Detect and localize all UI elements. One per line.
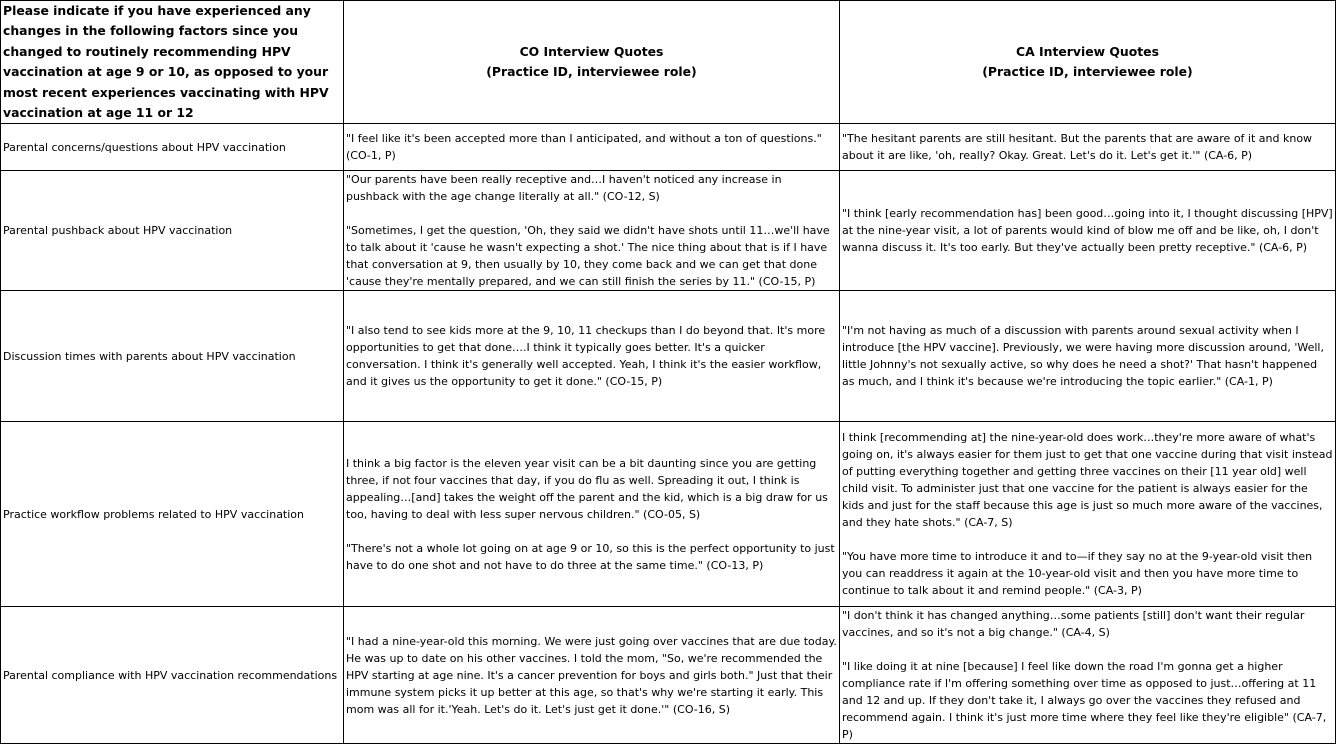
ca-quote-cell xyxy=(840,124,1336,171)
ca-quote-cell xyxy=(840,422,1336,607)
ca-quote: "The hesitant parents are still hesitant. But the parents that are aware of it and know about it are like, 'oh, really? Okay. Great. Let's do it. Let's get it.'" (CA-6, P) xyxy=(842,132,1316,163)
co-quote: "I feel like it's been accepted more than I anticipated, and without a ton of questions." (CO-1, P) xyxy=(346,132,826,163)
co-quote-cell xyxy=(344,607,840,744)
factor-cell: Parental compliance with HPV vaccination recommendations xyxy=(1,607,344,744)
table-row xyxy=(1,607,1336,744)
table-row xyxy=(1,124,1336,171)
factor-cell: Parental pushback about HPV vaccination xyxy=(1,171,344,291)
table-row xyxy=(1,171,1336,291)
header-row xyxy=(1,1,1336,124)
ca-quote-cell xyxy=(840,607,1336,744)
ca-quote-cell xyxy=(840,171,1336,291)
table-row xyxy=(1,291,1336,422)
factor-cell: Parental concerns/questions about HPV vaccination xyxy=(1,124,344,171)
ca-quote: "You have more time to introduce it and to—if they say no at the 9-year-old visit then you can readdress it again at the 10-year-old visit and then you have more time to continue to talk about it and remind people." (CA-3, P) xyxy=(842,550,1316,598)
ca-quote-cell xyxy=(840,291,1336,422)
ca-quote: I think [recommending at] the nine-year-old does work…they're more aware of what's going on, it's always easier for them just to get that one vaccine during that visit instead of putting everything together and getting three vaccines on their [11 year old] well child visit. To administer just that one vaccine for the patient is always easier for the kids and just for the staff because this age is just so much more aware of the vaccines, and they hate shots." (CA-7, S) xyxy=(842,431,1336,530)
co-quote: "I had a nine-year-old this morning. We were just going over vaccines that are due today. He was up to date on his other vaccines. I told the mom, "So, we're recommended the HPV starting at age nine. It's a cancer prevention for boys and girls both." Just that their immune system picks it up better at this age, so that's why we're starting it early. This mom was all for it.'Yeah. Let's do it. Let's just get it done.'" (CO-16, S) xyxy=(346,634,841,716)
co-header-subtitle: (Practice ID, interviewee role) xyxy=(486,64,697,80)
co-header-title: CO Interview Quotes xyxy=(519,43,664,59)
co-quote-cell xyxy=(344,124,840,171)
factor-cell: Discussion times with parents about HPV vaccination xyxy=(1,291,344,422)
ca-column-header xyxy=(840,1,1336,124)
table-row xyxy=(1,422,1336,607)
ca-header-title: CA Interview Quotes xyxy=(1016,43,1159,59)
question-header: Please indicate if you have experienced any changes in the following factors since you changed to routinely recommending HPV vaccination at age 9 or 10, as opposed to your most recent experiences vaccinating with HPV vaccination at age 11 or 12 xyxy=(1,1,344,124)
co-quote-cell xyxy=(344,422,840,607)
co-quote: "Our parents have been really receptive and…I haven't noticed any increase in pushback with the age change literally at all." (CO-12, S) xyxy=(346,173,786,204)
co-quote: "I also tend to see kids more at the 9, 10, 11 checkups than I do beyond that. It's more opportunities to get that done….I think it typically goes better. It's a quicker conversation. I think it's generally well accepted. Yeah, I think it's the easier workflow, and it gives us the opportunity to get it done." (CO-15, P) xyxy=(346,324,829,389)
ca-header-subtitle: (Practice ID, interviewee role) xyxy=(982,64,1193,80)
co-column-header xyxy=(344,1,840,124)
co-quote: "There's not a whole lot going on at age 9 or 10, so this is the perfect opportunity to just have to do one shot and not have to do three at the same time." (CO-13, P) xyxy=(346,541,839,572)
factor-cell: Practice workflow problems related to HPV vaccination xyxy=(1,422,344,607)
co-quote: I think a big factor is the eleven year visit can be a bit daunting since you are getting three, if not four vaccines that day, if you do flu as well. Spreading it out, I think is appealing…[and] takes the weight off the parent and the kid, which is a big draw for us too, having to deal with less super nervous children." (CO-05, S) xyxy=(346,456,832,521)
ca-quote: "I'm not having as much of a discussion with parents around sexual activity when I introduce [the HPV vaccine]. Previously, we were having more discussion around, 'Well, little Johnny's not sexually active, so why does he need a shot?' That hasn't happened as much, and I think it's because we're introducing the topic earlier." (CA-1, P) xyxy=(842,324,1328,389)
ca-quote: "I don't think it has changed anything…some patients [still] don't want their regular vaccines, and so it's not a big change." (CA-4, S) xyxy=(842,609,1308,640)
ca-quote: "I think [early recommendation has] been good…going into it, I thought discussing [HPV] at the nine-year visit, a lot of parents would kind of blow me off and be like, oh, I don't wanna discuss it. It's too early. But they've actually been pretty receptive." (CA-6, P) xyxy=(842,207,1336,255)
co-quote-cell xyxy=(344,171,840,291)
ca-quote: "I like doing it at nine [because] I feel like down the road I'm gonna get a higher compliance rate if I'm offering something over time as opposed to just…offering at 11 and 12 and up. If they don't take it, I always go over the vaccines they refused and recommend again. I think it's just more time where they feel like they're eligible" (CA-7, P) xyxy=(842,660,1330,742)
co-quote: "Sometimes, I get the question, 'Oh, they said we didn't have shots until 11…we'll have to talk about it 'cause he wasn't expecting a shot.' The nice thing about that is if I have that conversation at 9, then usually by 10, they come back and we can get that done 'cause they're mentally prepared, and we can still finish the series by 11." (CO-15, P) xyxy=(346,224,834,289)
co-quote-cell xyxy=(344,291,840,422)
